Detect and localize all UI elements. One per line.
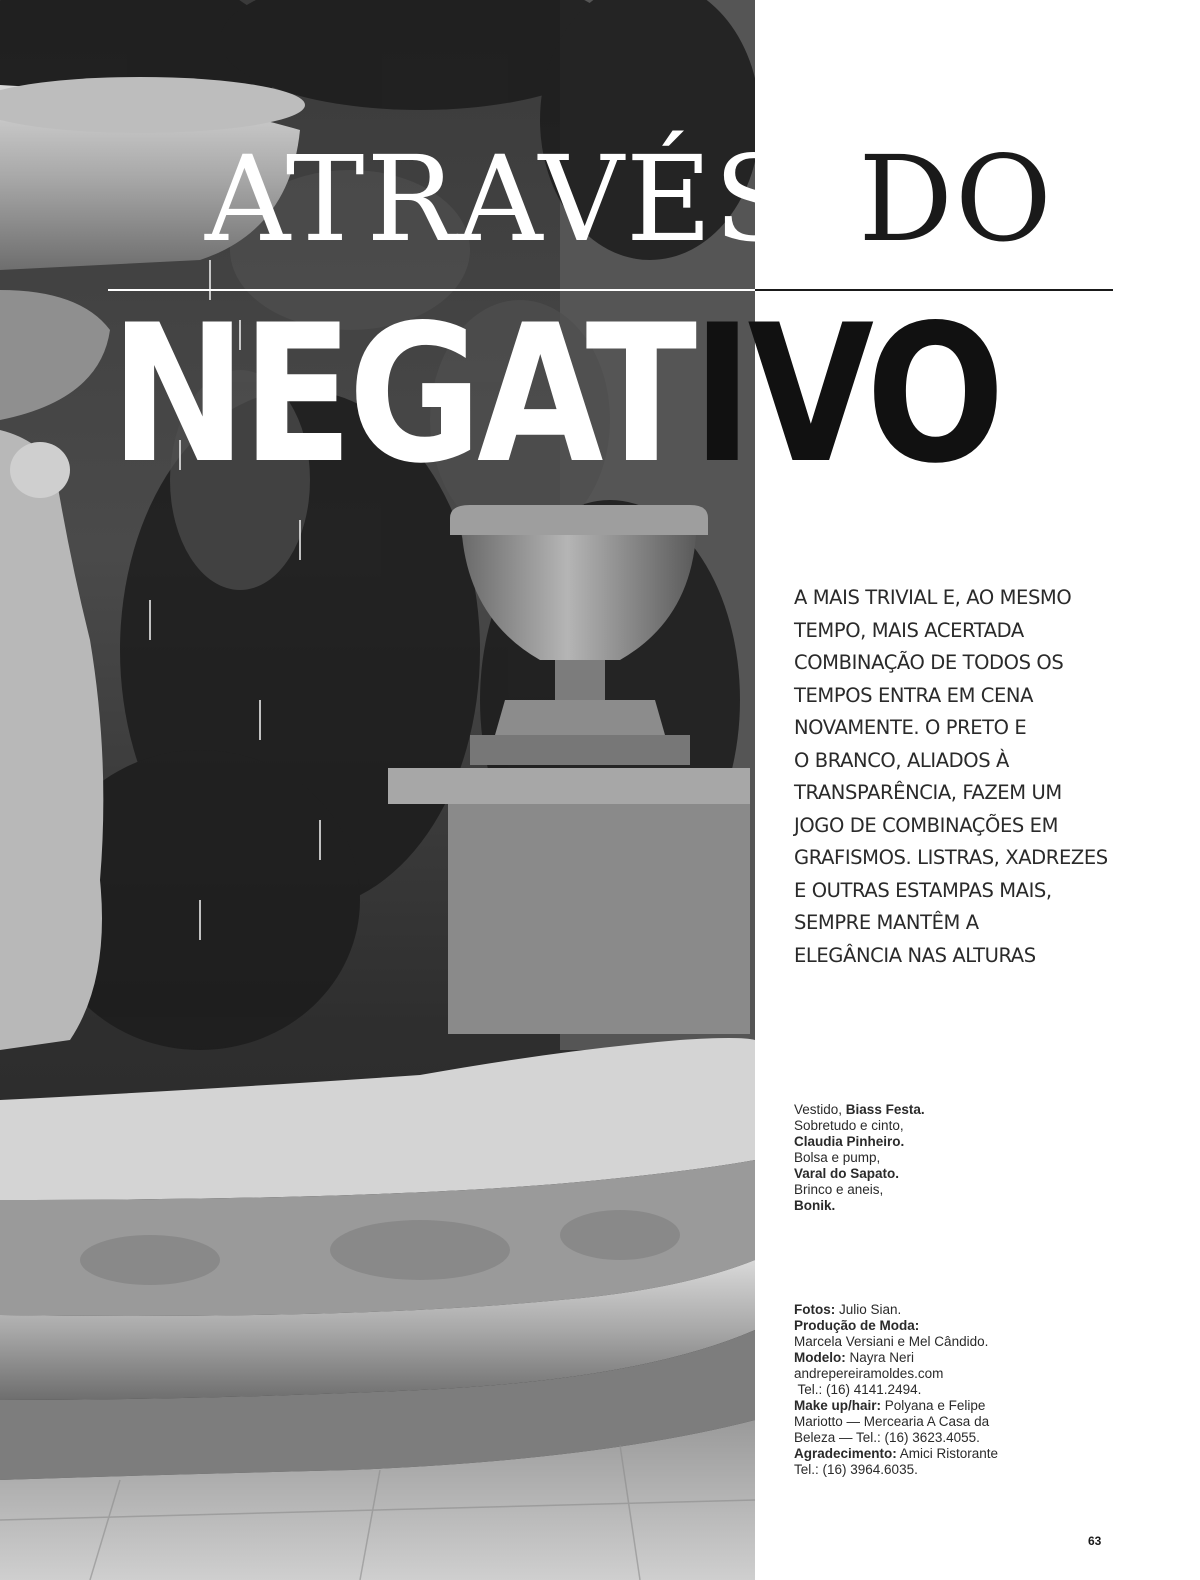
credit-label: Make up/hair: [794,1398,882,1413]
credit-line: Tel.: (16) 3964.6035. [794,1462,918,1477]
credit-line: Mariotto — Mercearia A Casa da [794,1414,990,1429]
lead-line: SEMPRE MANTÊM A [794,911,979,934]
credit-label: Produção de Moda: [794,1318,920,1333]
credit-label: Modelo: [794,1350,846,1365]
credit-line [794,1302,998,1318]
lead-line: NOVAMENTE. O PRETO E [794,716,1027,739]
lead-line: JOGO DE COMBINAÇÕES EM [794,813,1059,837]
credit-line: andrepereiramoldes.com [794,1366,944,1381]
outfit-credits [794,1102,925,1214]
credit-line [794,1198,925,1214]
title-word-do: DO [858,130,1054,268]
credit-line: Marcela Versiani e Mel Cândido. [794,1334,989,1349]
credit-line: Beleza — Tel.: (16) 3623.4055. [794,1430,980,1445]
lead-line: E OUTRAS ESTAMPAS MAIS, [794,878,1052,902]
credit-line [794,1134,925,1150]
credit-line [794,1398,998,1414]
credit-line: Bolsa e pump, [794,1150,881,1165]
credit-label: Fotos: [794,1302,836,1317]
lead-line: TEMPOS ENTRA EM CENA [794,683,1034,707]
credit-brand: Claudia Pinheiro. [794,1134,905,1149]
production-credits [794,1302,998,1478]
credit-line [794,1350,998,1366]
credit-brand: Biass Festa. [845,1102,925,1117]
credit-line: Tel.: (16) 4141.2494. [794,1382,922,1397]
credit-line [794,1166,925,1182]
credit-text: Amici Ristorante [896,1446,999,1461]
credit-line [794,1446,998,1462]
page-number: 63 [1088,1534,1102,1548]
title-line-1 [205,130,1054,268]
credit-text: Vestido, [794,1102,846,1117]
title-word-negat: NEGAT [110,284,692,505]
credit-brand: Varal do Sapato. [794,1166,900,1181]
lead-line: A MAIS TRIVIAL E, AO MESMO [794,586,1072,609]
credit-text: Polyana e Felipe [881,1398,986,1413]
lead-line: COMBINAÇÃO DE TODOS OS [794,651,1064,674]
credit-brand: Bonik. [794,1198,836,1213]
credit-line [794,1318,998,1334]
title-word-ivo: IVO [691,284,1000,505]
lead-line: TEMPO, MAIS ACERTADA [794,618,1024,642]
title-word-atraves: ATRAVÉS [205,130,797,268]
lead-paragraph [794,582,1114,972]
lead-line: GRAFISMOS. LISTRAS, XADREZES [794,846,1108,869]
lead-line: ELEGÂNCIA NAS ALTURAS [794,943,1036,967]
credit-text: Nayra Neri [845,1350,915,1365]
lead-line: TRANSPARÊNCIA, FAZEM UM [794,781,1062,804]
credit-line: Brinco e aneis, [794,1182,884,1197]
credit-label: Agradecimento: [794,1446,897,1461]
credit-text: Julio Sian. [835,1302,902,1317]
credit-line: Sobretudo e cinto, [794,1118,904,1133]
lead-line: O BRANCO, ALIADOS À [794,748,1009,772]
credit-line [794,1102,925,1118]
title-line-2 [110,284,1000,505]
